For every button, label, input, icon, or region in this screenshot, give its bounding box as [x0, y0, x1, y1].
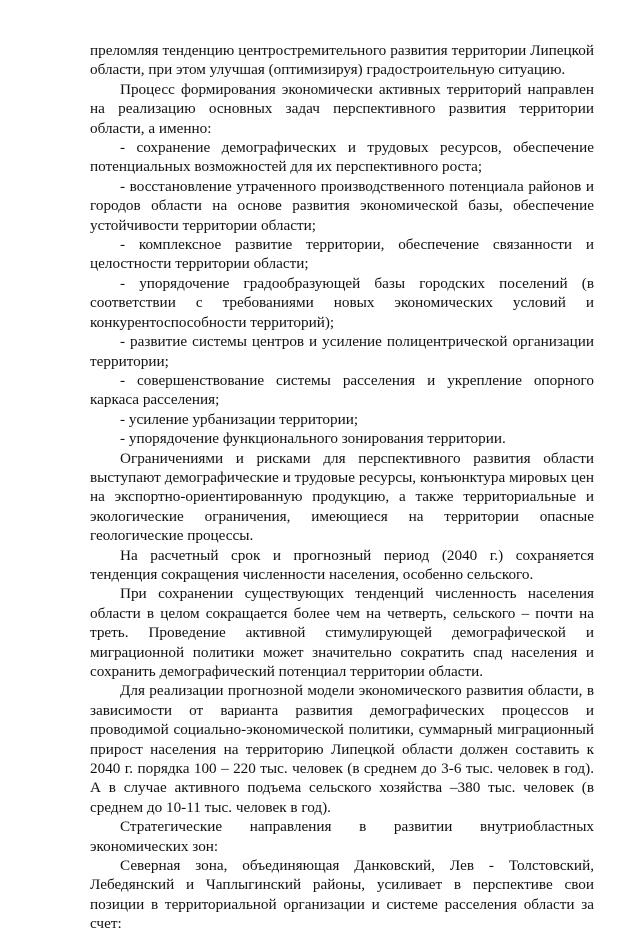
list-item-demographic-resources: - сохранение демографических и трудовых ресурсов, обеспечение потенциальных возможностей для их перспективного роста; — [90, 139, 594, 176]
paragraph-strategic-directions: Стратегические направления в развитии внутриобластных экономических зон: — [90, 818, 594, 855]
list-item-production-potential: - восстановление утраченного производственного потенциала районов и городов области на основе развития экономической базы, обеспечение устойчивости территории области; — [90, 177, 594, 234]
list-item-city-forming-base: - упорядочение градообразующей базы городских поселений (в соответствии с требованиями новых экономических условий и конкурентоспособности территорий); — [90, 274, 594, 331]
list-item-complex-development: - комплексное развитие территории, обеспечение связанности и целостности территории области; — [90, 236, 594, 273]
paragraph-population-trends: При сохранении существующих тенденций численность населения области в целом сокращается более чем на четверть, сельского – почти на треть. Проведение активной стимулирующей демографической и миграционной политики может значительно сократить спад населения и сохранить демографический потенциал территории области. — [90, 585, 594, 680]
paragraph-northern-zone: Северная зона, объединяющая Данковский, Лев - Толстовский, Лебедянский и Чаплыгинский районы, усиливает в перспективе свои позиции в территориальной организации и системе расселения области за счет: — [90, 857, 594, 933]
paragraph-limitations-risks: Ограничениями и рисками для перспективного развития области выступают демографические и трудовые ресурсы, конъюнктура мировых цен на экспортно-ориентированную продукцию, а также территориальные и экологические ограничения, имеющиеся на территории опасные геологические процессы. — [90, 449, 594, 545]
list-item-settlement-system: - совершенствование системы расселения и укрепление опорного каркаса расселения; — [90, 371, 594, 409]
list-item-urbanization: - усиление урбанизации территории; — [120, 410, 359, 428]
paragraph-forecast-period: На расчетный срок и прогнозный период (2040 г.) сохраняется тенденция сокращения численности населения, особенно сельского. — [90, 546, 594, 583]
paragraph-process-formation: Процесс формирования экономически активных территорий направлен на реализацию основных задач перспективного развития территории области, а именно: — [90, 80, 594, 137]
list-item-centers-system: - развитие системы центров и усиление полицентрической организации территории; — [90, 333, 594, 370]
paragraph-continuation: преломляя тенденцию центростремительного развития территории Липецкой области, при этом улучшая (оптимизируя) градостроительную ситуацию. — [90, 42, 594, 79]
body-text — [90, 41, 594, 934]
list-item-functional-zoning: - упорядочение функционального зонирования территории. — [120, 430, 506, 448]
paragraph-migration-model: Для реализации прогнозной модели экономического развития области, в зависимости от варианта развития демографических процессов и проводимой социально-экономической политики, суммарный миграционный прирост населения на территорию Липецкой области должен составить к 2040 г. порядка 100 – 220 тыс. человек (в среднем до 3-6 тыс. человек в год). А в случае активного подъема сельского хозяйства –380 тыс. человек (в среднем до 10-11 тыс. человек в год). — [90, 682, 594, 816]
